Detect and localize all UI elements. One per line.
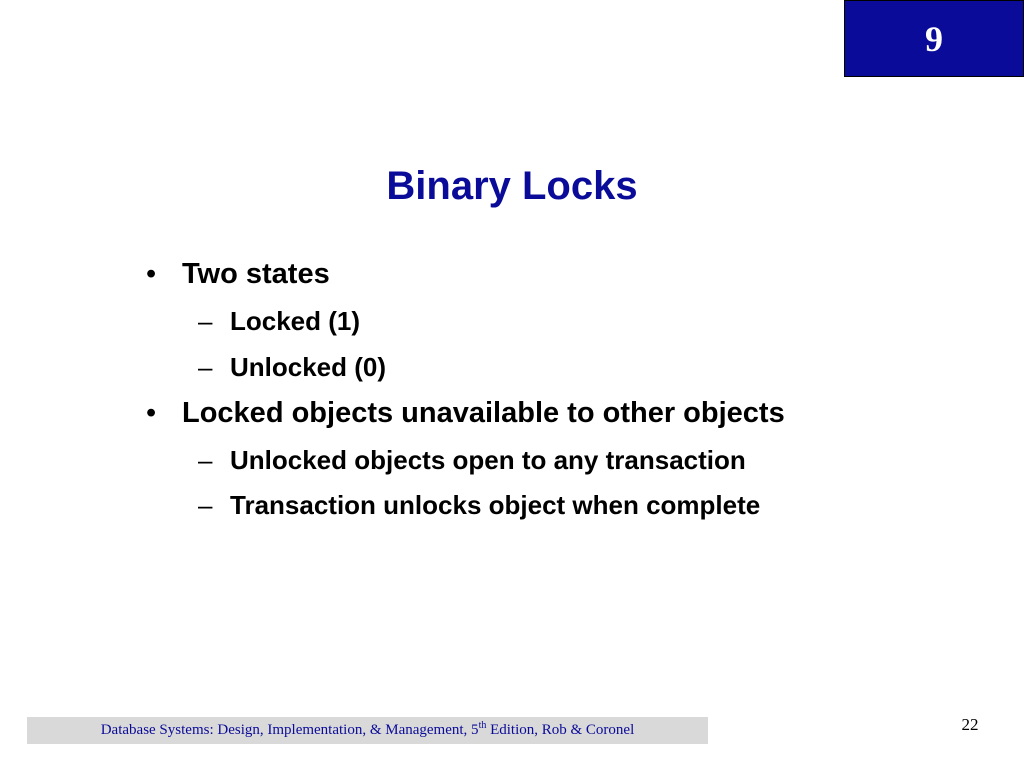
footer-superscript: th <box>478 720 487 731</box>
footer-prefix: Database Systems: Design, Implementation, & Management, 5 <box>100 722 479 738</box>
dash-marker: – <box>198 445 213 475</box>
sub-bullet-item-2-2 <box>198 489 760 521</box>
dash-marker: – <box>198 352 213 382</box>
dash-marker: – <box>198 490 213 520</box>
bullet-text: Locked objects unavailable to other objects <box>182 397 785 429</box>
bullet-marker: • <box>146 397 157 429</box>
chapter-badge <box>844 0 1024 77</box>
sub-bullet-text: Unlocked (0) <box>230 352 387 382</box>
sub-bullet-text: Unlocked objects open to any transaction <box>230 445 746 475</box>
bullet-item-1 <box>146 256 330 292</box>
sub-bullet-item-1-1 <box>198 305 360 337</box>
footer-suffix: Edition, Rob & Coronel <box>486 722 635 738</box>
dash-marker: – <box>198 306 213 336</box>
bullet-marker: • <box>146 258 157 290</box>
bullet-item-2 <box>146 395 785 431</box>
sub-bullet-item-2-1 <box>198 444 746 476</box>
sub-bullet-item-1-2 <box>198 351 386 383</box>
page-number: 22 <box>961 715 979 734</box>
sub-bullet-text: Transaction unlocks object when complete <box>230 490 761 520</box>
footer-bar <box>27 717 708 744</box>
footer-citation <box>101 722 635 739</box>
chapter-number: 9 <box>925 18 943 59</box>
sub-bullet-text: Locked (1) <box>230 306 361 336</box>
slide-title: Binary Locks <box>386 164 638 208</box>
bullet-text: Two states <box>182 258 330 290</box>
